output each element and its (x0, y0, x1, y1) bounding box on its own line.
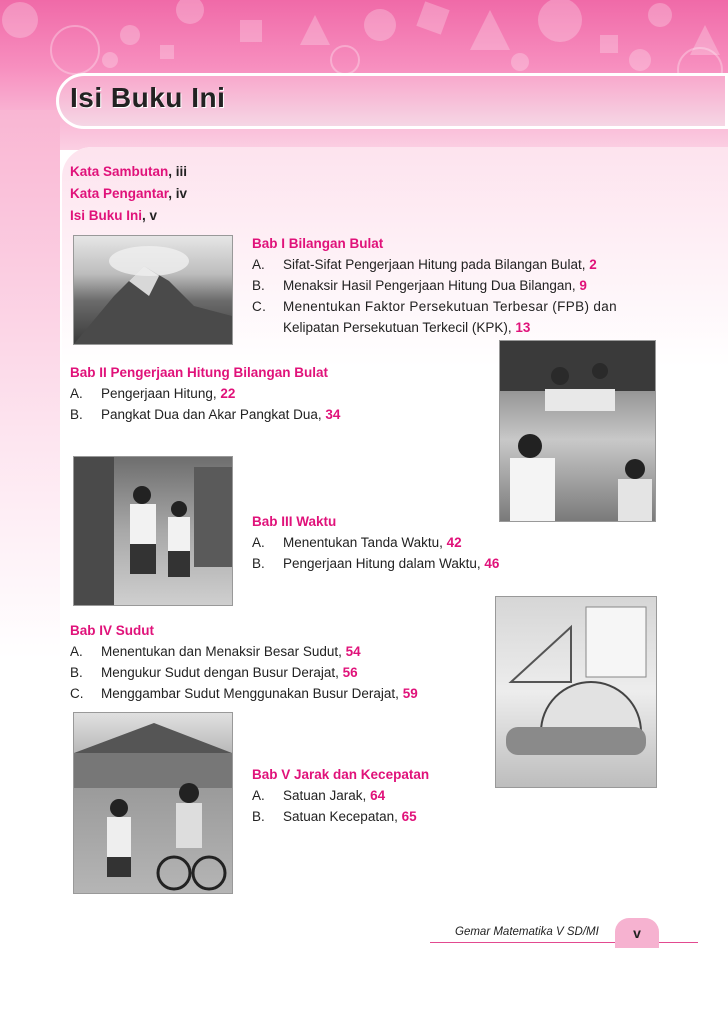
item-letter: A. (252, 257, 265, 272)
item-page: 22 (220, 386, 236, 401)
chapter-heading[interactable]: Bab IV Sudut (70, 623, 154, 638)
toc-entry[interactable] (70, 164, 187, 179)
item-letter: B. (70, 407, 83, 422)
chapter-heading[interactable]: Bab II Pengerjaan Hitung Bilangan Bulat (70, 365, 329, 380)
item-letter: B. (252, 278, 265, 293)
item-page: 2 (589, 257, 597, 272)
item-page: 59 (402, 686, 418, 701)
toc-entry[interactable] (70, 186, 187, 201)
footer-book-title: Gemar Matematika V SD/MI (455, 926, 599, 938)
page-title: Isi Buku Ini (70, 82, 226, 113)
toc-entry-page: , v (142, 208, 158, 223)
toc-item[interactable] (252, 278, 587, 293)
item-letter: B. (252, 556, 265, 571)
toc-item[interactable] (70, 686, 418, 701)
page-number: v (615, 918, 659, 948)
item-page: 42 (446, 535, 462, 550)
toc-entry-page: , iii (168, 164, 188, 179)
item-letter: A. (70, 644, 83, 659)
item-text: Menentukan Faktor Persekutuan Terbesar (FPB) dan (283, 299, 617, 314)
item-text: Satuan Jarak, (283, 788, 371, 803)
toc-item[interactable] (252, 788, 385, 803)
toc-item[interactable] (70, 644, 361, 659)
toc-entry-label: Isi Buku Ini (70, 208, 143, 223)
students-walking-photo (73, 456, 233, 606)
classroom-illustration (500, 341, 655, 521)
toc-item[interactable] (252, 320, 530, 335)
item-letter: B. (70, 665, 83, 680)
toc-entry-label: Kata Sambutan (70, 164, 169, 179)
item-page: 64 (370, 788, 386, 803)
item-text: Menentukan dan Menaksir Besar Sudut, (101, 644, 346, 659)
chapter-heading[interactable]: Bab III Waktu (252, 514, 337, 529)
item-letter: A. (252, 535, 265, 550)
chapter-heading[interactable]: Bab V Jarak dan Kecepatan (252, 767, 430, 782)
toc-entry-label: Kata Pengantar (70, 186, 169, 201)
school-building-illustration (74, 713, 232, 893)
item-text: Menentukan Tanda Waktu, (283, 535, 447, 550)
item-letter: C. (70, 686, 84, 701)
toc-entry-page: , iv (168, 186, 188, 201)
item-text: Satuan Kecepatan, (283, 809, 402, 824)
protractor-photo (495, 596, 657, 788)
protractor-illustration (496, 597, 656, 787)
item-text: Pengerjaan Hitung, (101, 386, 221, 401)
item-text: Sifat-Sifat Pengerjaan Hitung pada Bilangan Bulat, (283, 257, 590, 272)
item-letter: A. (252, 788, 265, 803)
toc-item[interactable] (252, 535, 462, 550)
toc-item[interactable] (70, 386, 235, 401)
toc-item[interactable] (252, 299, 617, 314)
item-text: Pangkat Dua dan Akar Pangkat Dua, (101, 407, 326, 422)
item-text: Pengerjaan Hitung dalam Waktu, (283, 556, 485, 571)
chapter-heading[interactable]: Bab I Bilangan Bulat (252, 236, 384, 251)
item-text: Mengukur Sudut dengan Busur Derajat, (101, 665, 343, 680)
left-decorative-band (0, 110, 60, 1024)
classroom-photo (499, 340, 656, 522)
toc-entry[interactable] (70, 208, 157, 223)
toc-item[interactable] (70, 665, 358, 680)
item-text: Menaksir Hasil Pengerjaan Hitung Dua Bilangan, (283, 278, 580, 293)
item-text: Kelipatan Persekutuan Terkecil (KPK), (283, 320, 516, 335)
item-page: 46 (484, 556, 500, 571)
item-page: 34 (325, 407, 341, 422)
toc-item[interactable] (252, 809, 417, 824)
toc-item[interactable] (70, 407, 340, 422)
volcano-photo (73, 235, 233, 345)
item-page: 9 (579, 278, 587, 293)
item-text: Menggambar Sudut Menggunakan Busur Derajat, (101, 686, 403, 701)
item-page: 65 (401, 809, 417, 824)
volcano-illustration (74, 236, 232, 344)
item-page: 56 (342, 665, 358, 680)
item-letter: A. (70, 386, 83, 401)
school-building-photo (73, 712, 233, 894)
students-walking-illustration (74, 457, 232, 605)
toc-item[interactable] (252, 257, 597, 272)
item-page: 54 (345, 644, 361, 659)
item-letter: C. (252, 299, 267, 314)
item-page: 13 (515, 320, 531, 335)
toc-item[interactable] (252, 556, 499, 571)
item-letter: B. (252, 809, 265, 824)
